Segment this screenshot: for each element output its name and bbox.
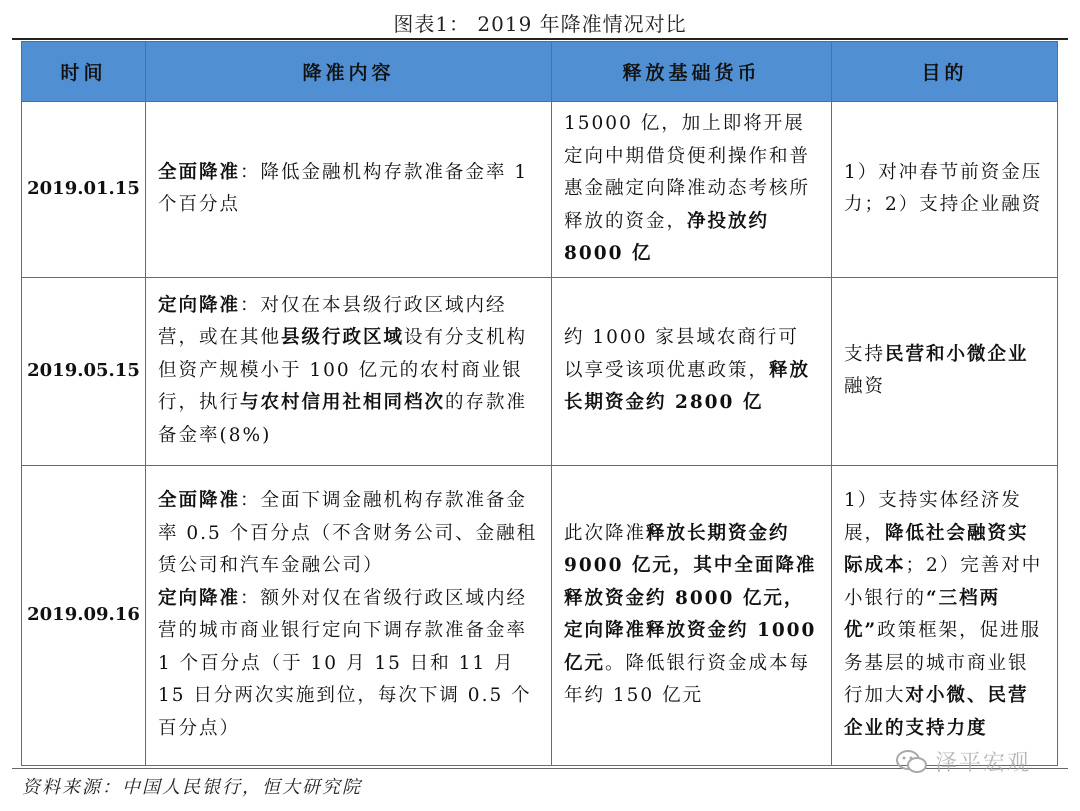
- row-content: [146, 465, 552, 765]
- body-text: ：降低金融机构存款准备金率 1 个百分点: [158, 161, 529, 216]
- emphasis-text: 释放长期资金约 9000 亿元，其中全面降准释放资金约 8000 亿元，定向降准释放资金约 1000 亿元: [564, 522, 817, 674]
- body-text: 约 1000 家县域农商行可以享受该项优惠政策，: [564, 327, 799, 381]
- row-date: 2019.05.15: [22, 277, 146, 465]
- row-release: [552, 277, 832, 465]
- body-text: 1）支持实体经济发展，: [844, 490, 1022, 544]
- table-row: [22, 102, 1058, 278]
- emphasis-text: 降低社会融资实际成本: [844, 522, 1029, 576]
- wechat-icon: [895, 749, 929, 775]
- table-header-row: [22, 42, 1058, 102]
- emphasis-text: 释放长期资金约 2800 亿: [564, 359, 811, 414]
- row-date: 2019.01.15: [22, 102, 146, 278]
- body-text: 融资: [844, 376, 886, 397]
- emphasis-text: 净投放约 8000 亿: [564, 210, 770, 264]
- row-purpose: [832, 102, 1058, 278]
- source-note: 资料来源：中国人民银行，恒大研究院: [22, 777, 362, 798]
- body-text: ：额外对仅在省级行政区域内经营的城市商业银行定向下调存款准备金率 1 个百分点（于 10 月 15 日和 11 月 15 日分两次实施到位，每次下调 0.5 个百分点）: [158, 587, 532, 739]
- row-release: [552, 465, 832, 765]
- rrr-cut-table: [21, 41, 1058, 766]
- row-purpose: [832, 277, 1058, 465]
- emphasis-text: 定向降准: [158, 587, 241, 609]
- row-content: [146, 102, 552, 278]
- header-release: 释放基础货币: [552, 42, 832, 102]
- emphasis-text: 县级行政区域: [281, 327, 405, 349]
- emphasis-text: 定向降准: [158, 294, 241, 316]
- body-text: 设有分支机构但资产规模小于 100 亿元的农村商业银行，执行: [158, 327, 528, 414]
- row-content: [146, 277, 552, 465]
- row-purpose: [832, 465, 1058, 765]
- header-purpose: 目的: [832, 42, 1058, 102]
- header-time: 时间: [22, 42, 146, 102]
- body-text: ：全面下调金融机构存款准备金率 0.5 个百分点（不含财务公司、金融租赁公司和汽车金融公司）: [158, 490, 538, 576]
- body-text: 的存款准备金率(8%): [158, 392, 528, 446]
- body-text: 。降低银行资金成本每年约 150 亿元: [564, 652, 811, 706]
- emphasis-text: 与农村信用社相同档次: [240, 392, 446, 414]
- figure-caption: 图表1： 2019 年降准情况对比: [393, 12, 687, 36]
- table-row: [22, 465, 1058, 765]
- emphasis-text: 民营和小微企业: [885, 343, 1029, 365]
- row-date: 2019.09.16: [22, 465, 146, 765]
- top-rule: [12, 38, 1068, 40]
- emphasis-text: 全面降准: [158, 161, 241, 183]
- body-text: 此次降准: [564, 522, 647, 544]
- header-content: 降准内容: [146, 42, 552, 102]
- row-release: [552, 102, 832, 278]
- body-text: 15000 亿，加上即将开展定向中期借贷便利操作和普惠金融定向降准动态考核所释放的资金，: [564, 113, 811, 232]
- table-row: [22, 277, 1058, 465]
- body-text: ：对仅在本县级行政区域内经营，或在其他: [158, 294, 507, 349]
- body-text: ；2）完善对中小银行的: [844, 555, 1043, 609]
- emphasis-text: 全面降准: [158, 490, 241, 511]
- watermark: [895, 746, 1031, 777]
- emphasis-text: 对小微、民营企业的支持力度: [844, 685, 1029, 739]
- body-text: 1）对冲春节前资金压力；2）支持企业融资: [844, 161, 1043, 216]
- body-text: 支持: [844, 343, 886, 365]
- emphasis-text: “三档两优”: [844, 587, 1001, 641]
- watermark-text: 泽平宏观: [935, 751, 1032, 776]
- body-text: 政策框架，促进服务基层的城市商业银行加大: [844, 620, 1042, 706]
